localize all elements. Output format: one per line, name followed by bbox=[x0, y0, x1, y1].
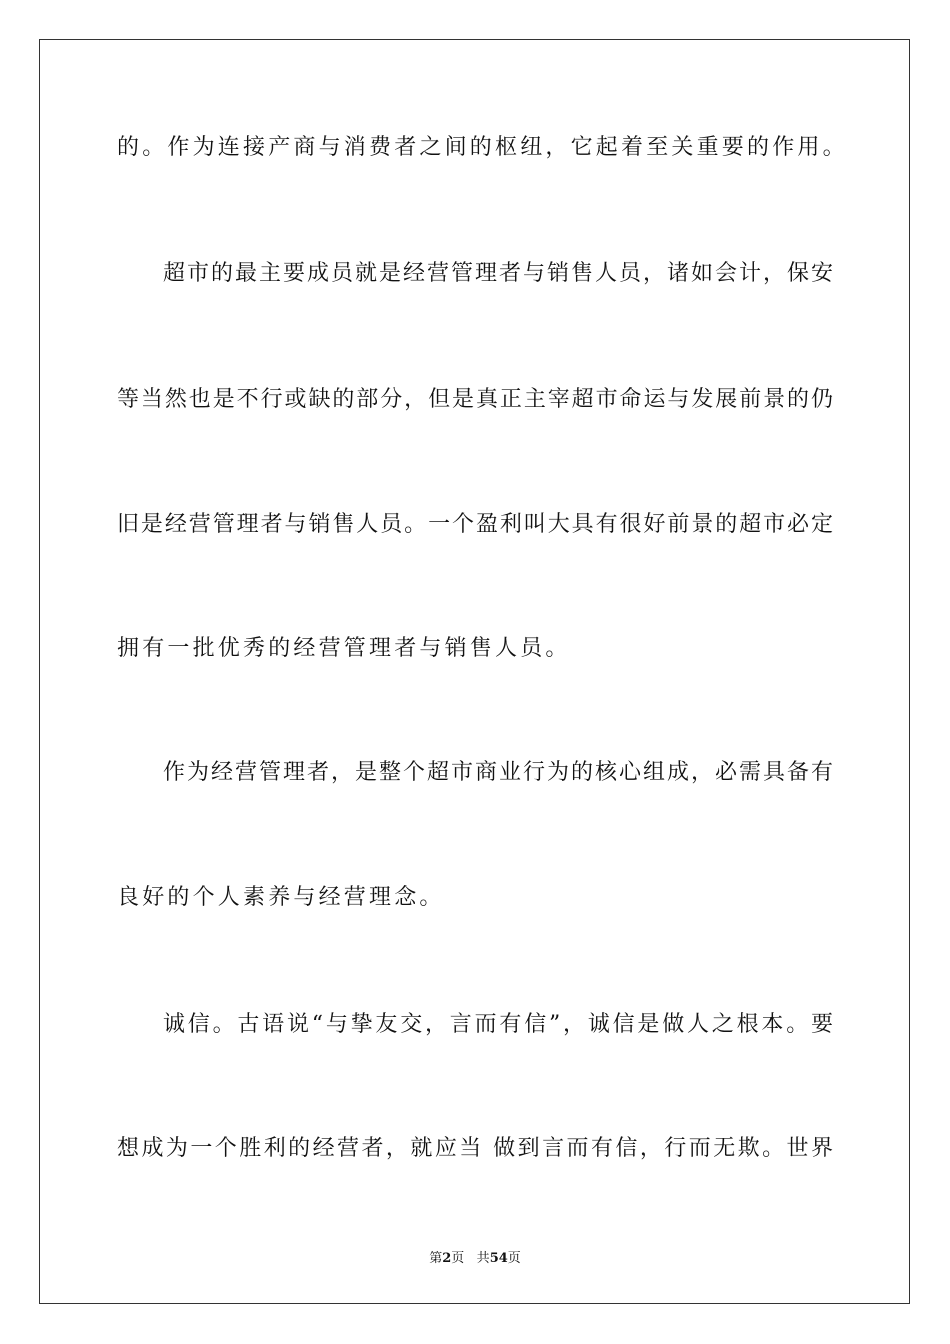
total-prefix: 共 bbox=[476, 1251, 490, 1266]
text-line-7: 良好的个人素养与经营理念。 bbox=[117, 885, 445, 910]
text-line-4: 旧是经营管理者与销售人员。一个盈利叫大具有很好前景的超市必定 bbox=[117, 512, 833, 537]
page-footer bbox=[0, 1247, 950, 1266]
text-line-1: 的。作为连接产商与消费者之间的枢纽，它起着至关重要的作用。 bbox=[117, 135, 848, 160]
total-pages: 54 bbox=[489, 1251, 508, 1266]
page-suffix: 页 bbox=[451, 1251, 465, 1266]
text-line-9: 想成为一个胜利的经营者，就应当 做到言而有信，行而无欺。世界 bbox=[117, 1136, 833, 1161]
text-line-8: 诚信。古语说“与挚友交，言而有信”，诚信是做人之根本。要 bbox=[163, 1012, 833, 1037]
text-line-5: 拥有一批优秀的经营管理者与销售人员。 bbox=[117, 636, 571, 661]
page-number: 2 bbox=[442, 1251, 452, 1266]
text-line-6: 作为经营管理者，是整个超市商业行为的核心组成，必需具备有 bbox=[163, 760, 833, 785]
text-line-2: 超市的最主要成员就是经营管理者与销售人员，诸如会计，保安 bbox=[163, 261, 833, 286]
text-line-3: 等当然也是不行或缺的部分，但是真正主宰超市命运与发展前景的仍 bbox=[117, 387, 833, 412]
page-prefix: 第 bbox=[429, 1251, 443, 1266]
total-suffix: 页 bbox=[507, 1251, 521, 1266]
page-border bbox=[39, 39, 910, 1304]
